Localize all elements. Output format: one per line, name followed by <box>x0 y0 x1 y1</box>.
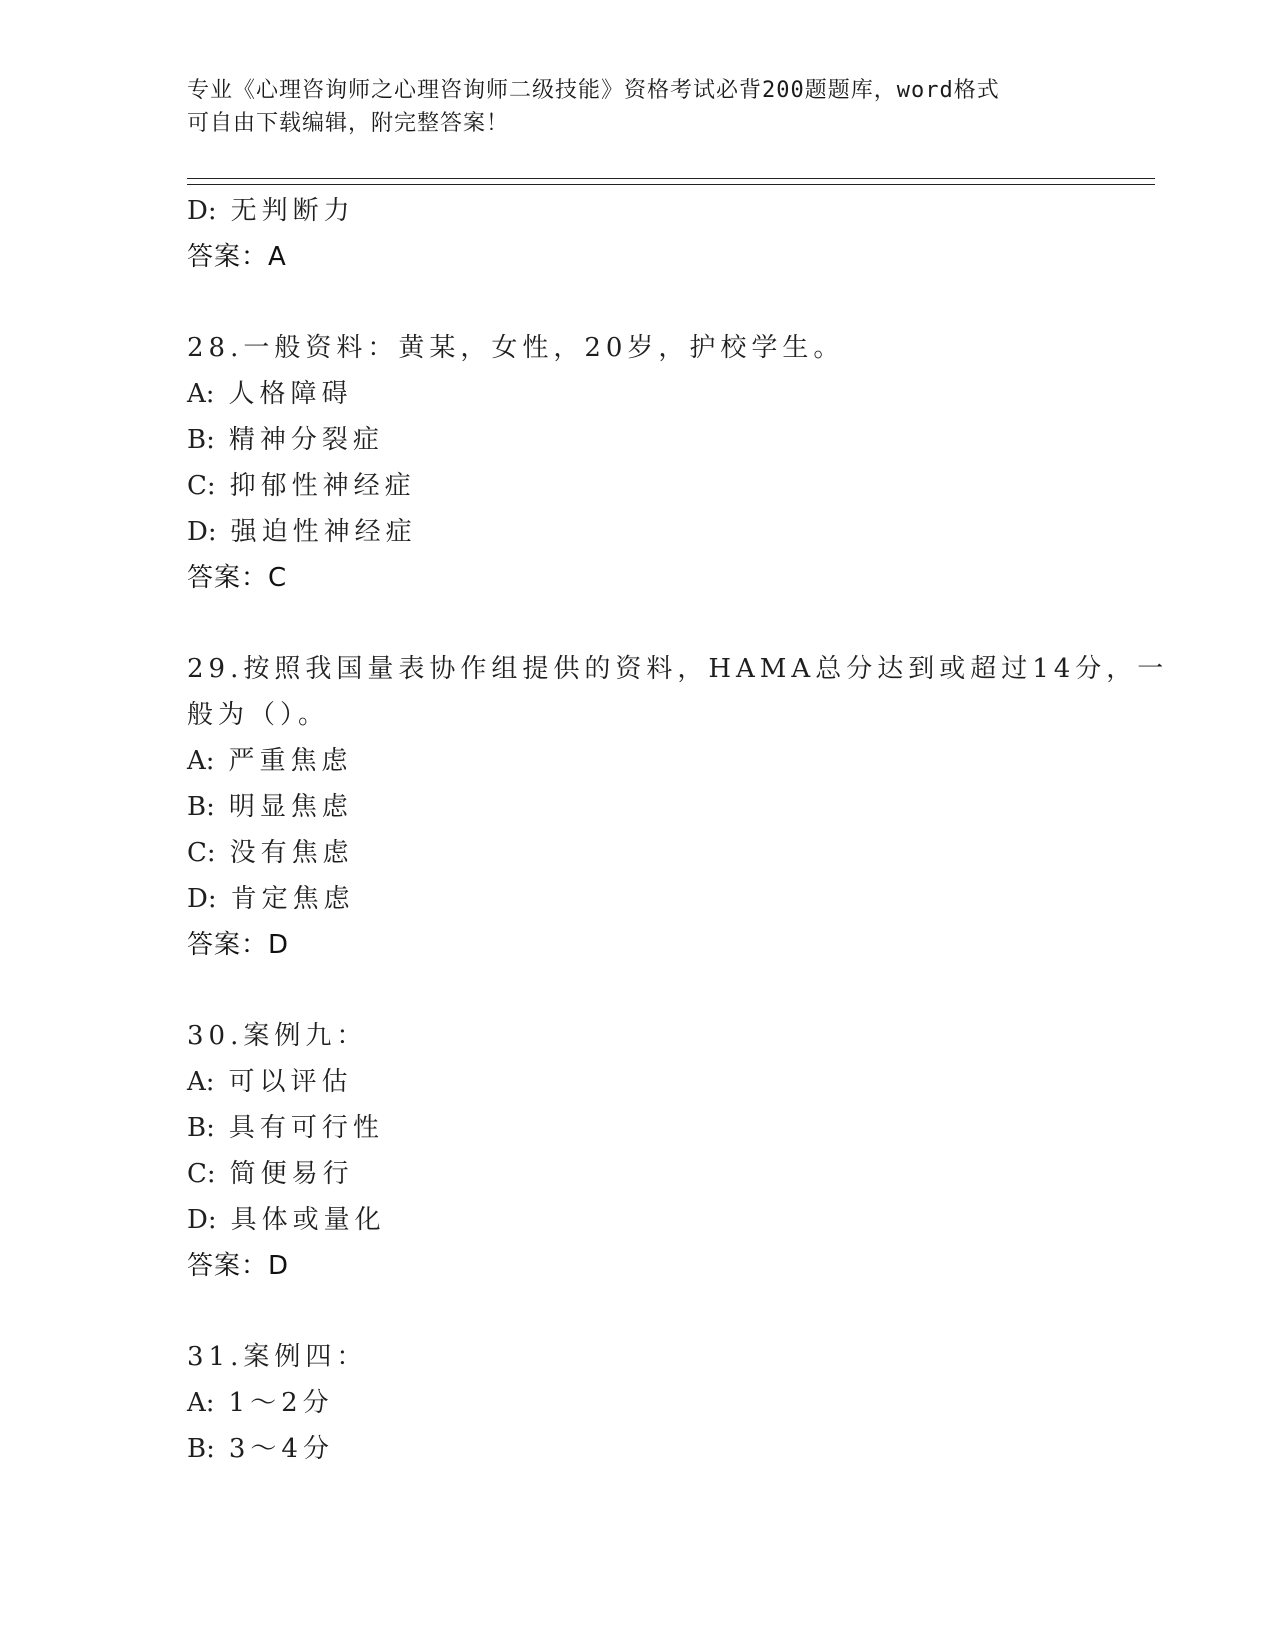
question-30-answer: 答案：D <box>187 1251 290 1281</box>
option-label: D: <box>187 517 217 547</box>
option-label: C: <box>187 838 216 868</box>
option-text: 明显焦虑 <box>228 792 353 822</box>
question-29-option-a <box>187 738 1087 784</box>
question-30-option-a <box>187 1059 1087 1105</box>
question-28-answer: 答案：C <box>187 563 288 593</box>
option-label: A: <box>187 379 215 409</box>
question-28-option-b <box>187 417 1087 463</box>
option-label: B: <box>187 1434 215 1464</box>
header-divider-bottom <box>187 184 1155 185</box>
question-31-stem: 31.案例四： <box>187 1342 368 1372</box>
option-label: D: <box>187 884 217 914</box>
option-label: C: <box>187 1159 216 1189</box>
question-28-stem: 28.一般资料：黄某，女性，20岁，护校学生。 <box>187 333 845 363</box>
question-30-option-c <box>187 1151 1087 1197</box>
question-29-option-b <box>187 784 1087 830</box>
question-28-option-c <box>187 463 1087 509</box>
question-29-option-d <box>187 876 1087 922</box>
question-30-option-b <box>187 1105 1087 1151</box>
question-29-answer: 答案：D <box>187 930 290 960</box>
document-header <box>187 74 1067 140</box>
option-text: 没有焦虑 <box>229 838 354 868</box>
header-line-2: 可自由下载编辑，附完整答案！ <box>187 111 510 136</box>
question-29-stem-line-1: 29.按照我国量表协作组提供的资料，HAMA总分达到或超过14分，一 <box>187 654 1169 684</box>
option-text: 无判断力 <box>230 196 355 226</box>
option-text: 强迫性神经症 <box>230 517 417 547</box>
option-text: 精神分裂症 <box>228 425 384 455</box>
question-list <box>187 188 1169 1472</box>
option-label: A: <box>187 746 215 776</box>
option-label: B: <box>187 1113 215 1143</box>
option-text: 3～4分 <box>228 1434 334 1464</box>
prev-answer: 答案：A <box>187 242 287 272</box>
option-label: D: <box>187 196 217 226</box>
option-text: 具体或量化 <box>230 1205 386 1235</box>
question-30-stem: 30.案例九： <box>187 1021 368 1051</box>
option-text: 肯定焦虑 <box>230 884 355 914</box>
question-28-option-a <box>187 371 1087 417</box>
option-text: 抑郁性神经症 <box>229 471 416 501</box>
header-divider-top <box>187 178 1155 179</box>
option-text: 简便易行 <box>229 1159 354 1189</box>
option-text: 具有可行性 <box>228 1113 384 1143</box>
option-text: 人格障碍 <box>228 379 353 409</box>
option-label: D: <box>187 1205 217 1235</box>
prev-option-d <box>187 188 1087 234</box>
question-28-option-d <box>187 509 1087 555</box>
header-line-1: 专业《心理咨询师之心理咨询师二级技能》资格考试必背200题题库，word格式 <box>187 78 1000 103</box>
question-29-stem-line-2: 般为（）。 <box>187 700 330 730</box>
option-text: 可以评估 <box>228 1067 353 1097</box>
question-31-option-a <box>187 1380 1087 1426</box>
option-text: 1～2分 <box>228 1388 334 1418</box>
option-text: 严重焦虑 <box>228 746 353 776</box>
question-29-option-c <box>187 830 1087 876</box>
option-label: B: <box>187 792 215 822</box>
option-label: B: <box>187 425 215 455</box>
question-31-option-b <box>187 1426 1087 1472</box>
question-30-option-d <box>187 1197 1087 1243</box>
option-label: C: <box>187 471 216 501</box>
option-label: A: <box>187 1067 215 1097</box>
option-label: A: <box>187 1388 215 1418</box>
